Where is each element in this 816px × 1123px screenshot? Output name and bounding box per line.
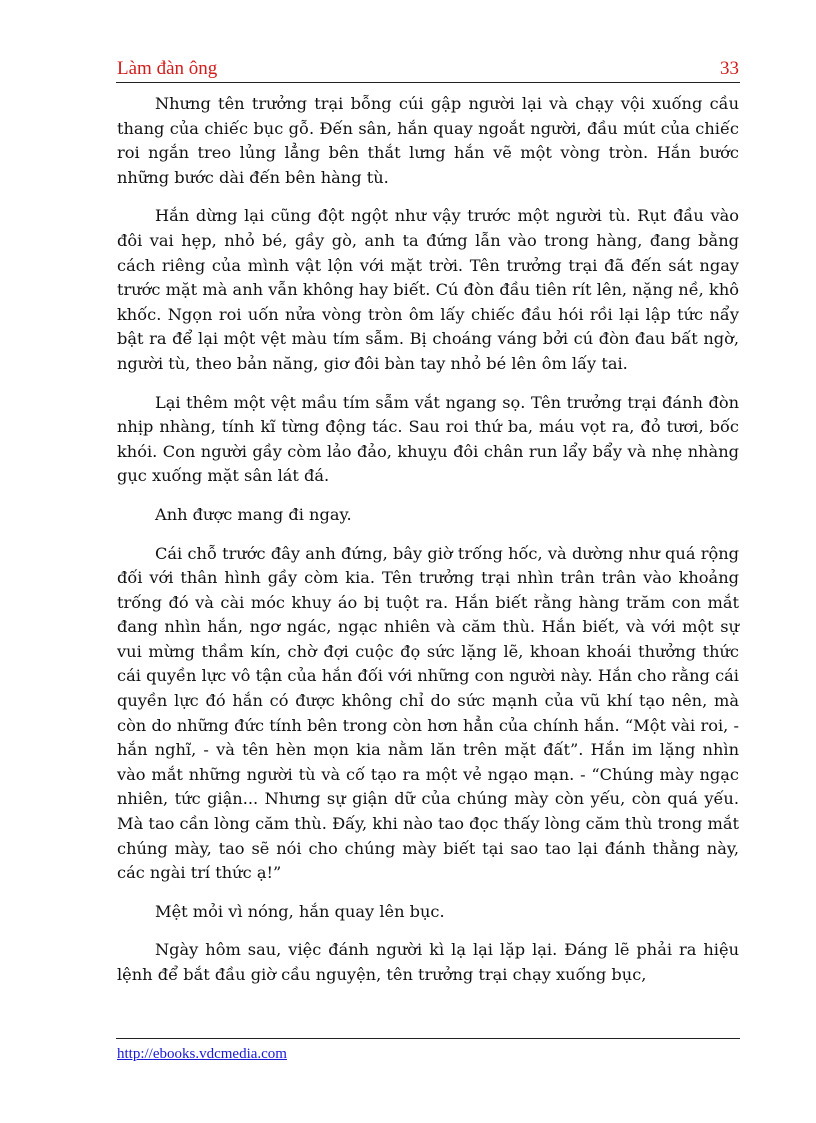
book-title: Làm đàn ông <box>117 58 218 79</box>
paragraph: Ngày hôm sau, việc đánh người kì lạ lại lặp lại. Đáng lẽ phải ra hiệu lệnh để bắt đầu giờ cầu nguyện, tên trưởng trại chạy xuống bục, <box>117 940 739 984</box>
footer-divider <box>116 1038 740 1039</box>
paragraph: Cái chỗ trước đây anh đứng, bây giờ trống hốc, và dường như quá rộng đối với thân hình gầy còm kia. Tên trưởng trại nhìn trân trân vào khoảng trống đó và cài móc khuy áo bị tuột ra. Hắn biết rằng hàng trăm con mắt đang nhìn hắn, ngơ ngác, ngạc nhiên và căm thù. Hắn biết, và với một sự vui mừng thầm kín, chờ đợi cuộc đọ sức lặng lẽ, khoan khoái thưởng thức cái quyền lực vô tận của hắn đối với những con người này. Hắn cho rằng cái quyền lực đó hắn có được không chỉ do sức mạnh của vũ khí tạo nên, mà còn do những đức tính bên trong còn hơn hẳn của chính hắn. “Một vài roi, - hắn nghĩ, - và tên hèn mọn kia nằm lăn trên mặt đất”. Hắn im lặng nhìn vào mắt những người tù và cố tạo ra một vẻ ngạo mạn. - “Chúng mày ngạc nhiên, tức giận... Nhưng sự giận dữ của chúng mày còn yếu, còn quá yếu. Mà tao cần lòng căm thù. Đấy, khi nào tao đọc thấy lòng căm thù trong mắt chúng mày, tao sẽ nói cho chúng mày biết tại sao tao lại đánh thằng này, các ngài trí thức ạ!” <box>117 543 739 883</box>
paragraph: Anh được mang đi ngay. <box>155 504 352 524</box>
paragraph: Mệt mỏi vì nóng, hắn quay lên bục. <box>155 901 445 921</box>
footer-url-link[interactable]: http://ebooks.vdcmedia.com <box>117 1046 287 1062</box>
page-number: 33 <box>720 58 739 79</box>
paragraph: Nhưng tên trưởng trại bỗng cúi gập người lại và chạy vội xuống cầu thang của chiếc bục gỗ. Đến sân, hắn quay ngoắt người, đầu mút của chiếc roi ngắn treo lủng lẳng bên thắt lưng hắn vẽ một vòng tròn. Hắn bước những bước dài đến bên hàng tù. <box>117 94 739 187</box>
page-body <box>117 92 739 1002</box>
page-header <box>116 58 740 83</box>
paragraph: Hắn dừng lại cũng đột ngột như vậy trước một người tù. Rụt đầu vào đôi vai hẹp, nhỏ bé, gầy gò, anh ta đứng lẫn vào trong hàng, đang bằng cách riêng của mình vật lộn với mặt trời. Tên trưởng trại đã đến sát ngay trước mặt mà anh vẫn không hay biết. Cú đòn đầu tiên rít lên, nặng nề, khô khốc. Ngọn roi uốn nửa vòng tròn ôm lấy chiếc đầu hói rồi lại lập tức nẩy bật ra để lại một vệt màu tím sẫm. Bị choáng váng bởi cú đòn đau bất ngờ, người tù, theo bản năng, giơ đôi bàn tay nhỏ bé lên ôm lấy tai. <box>117 206 739 373</box>
paragraph: Lại thêm một vệt mầu tím sẫm vắt ngang sọ. Tên trưởng trại đánh đòn nhịp nhàng, tính kĩ từng động tác. Sau roi thứ ba, máu vọt ra, đỏ tươi, bốc khói. Con người gầy còm lảo đảo, khuỵu đôi chân run lẩy bẩy và nhẹ nhàng gục xuống mặt sân lát đá. <box>117 392 739 486</box>
